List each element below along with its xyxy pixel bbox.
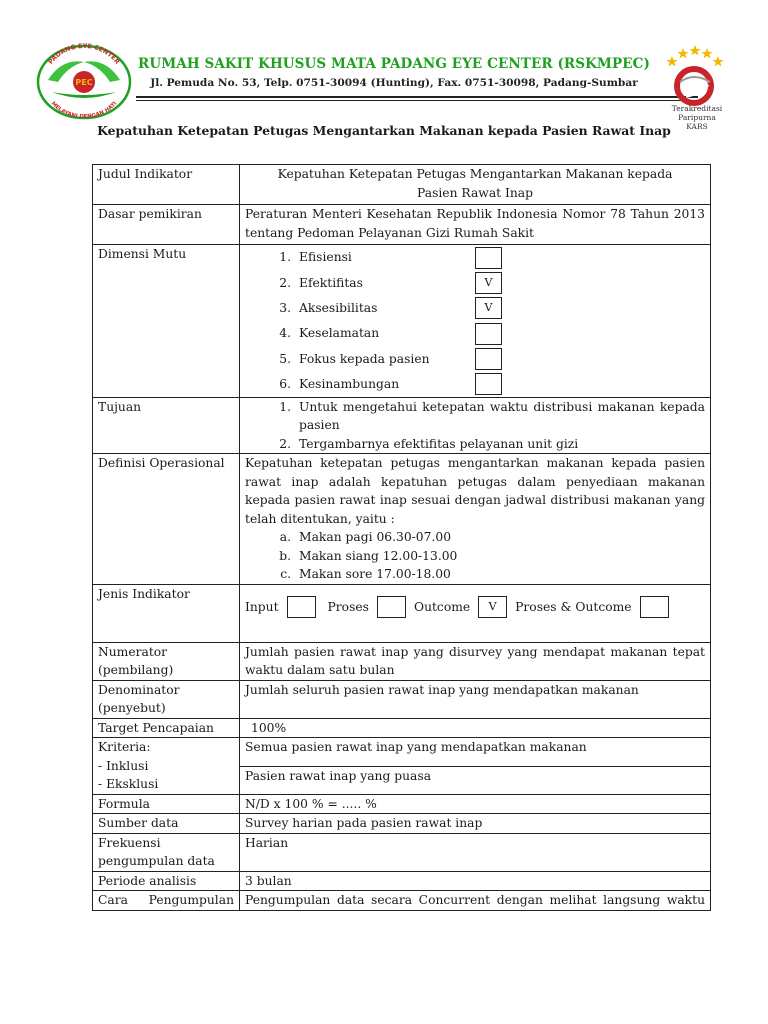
hospital-name: RUMAH SAKIT KHUSUS MATA PADANG EYE CENTER (RSKMPEC) xyxy=(138,56,650,72)
value-cara: Pengumpulan data secara Concurrent dengan melihat langsung waktu xyxy=(240,891,711,911)
list-item: 1. Efisiensi xyxy=(245,245,705,270)
dimensi-list xyxy=(245,245,705,397)
value-periode: 3 bulan xyxy=(240,871,711,891)
row-sumber xyxy=(93,814,711,834)
list-item: b. Makan siang 12.00-13.00 xyxy=(279,548,458,563)
label-cara: Cara Pengumpulan xyxy=(93,891,240,911)
row-formula xyxy=(93,794,711,814)
tujuan-list xyxy=(245,398,705,454)
value-formula: N/D x 100 % = ..... % xyxy=(240,794,711,814)
value-denominator: Jumlah seluruh pasien rawat inap yang mendapatkan makanan xyxy=(240,680,711,718)
label-periode: Periode analisis xyxy=(93,871,240,891)
row-kriteria-inklusi xyxy=(93,738,711,766)
label-judul: Judul Indikator xyxy=(93,165,240,205)
definisi-list xyxy=(245,528,705,584)
label-jenis: Jenis Indikator xyxy=(93,584,240,642)
label-dasar: Dasar pemikiran xyxy=(93,205,240,245)
jenis-checkbox-input[interactable] xyxy=(287,596,316,618)
jenis-checkbox-proses-outcome[interactable] xyxy=(640,596,669,618)
dimensi-checkbox[interactable] xyxy=(475,373,502,395)
list-item: 2. Tergambarnya efektifitas pelayanan unit gizi xyxy=(279,436,579,451)
jenis-options xyxy=(245,593,705,621)
row-frekuensi xyxy=(93,833,711,871)
jenis-checkbox-outcome[interactable]: V xyxy=(478,596,507,618)
value-jenis xyxy=(240,584,711,642)
value-tujuan xyxy=(240,397,711,454)
hospital-logo xyxy=(32,36,136,120)
jenis-option-proses-outcome: Proses & Outcome xyxy=(515,599,632,614)
jenis-checkbox-proses[interactable] xyxy=(377,596,406,618)
list-item: a. Makan pagi 06.30-07.00 xyxy=(279,530,452,545)
label-denominator: Denominator (penyebut) xyxy=(93,680,240,718)
label-tujuan: Tujuan xyxy=(93,397,240,454)
list-item: 2. Efektifitas V xyxy=(245,270,705,295)
label-frekuensi: Frekuensi pengumpulan data xyxy=(93,833,240,871)
header-divider-thin xyxy=(136,100,698,101)
row-judul xyxy=(93,165,711,205)
list-item: 5. Fokus kepada pasien xyxy=(245,346,705,371)
svg-text:MELAYANI DENGAN HATI xyxy=(50,101,118,120)
row-jenis xyxy=(93,584,711,642)
label-formula: Formula xyxy=(93,794,240,814)
list-item: 4. Keselamatan xyxy=(245,321,705,346)
logo-arc-top-text: PADANG EYE CENTER xyxy=(46,41,122,66)
row-definisi xyxy=(93,454,711,585)
list-item: c. Makan sore 17.00-18.00 xyxy=(280,567,451,582)
row-numerator xyxy=(93,642,711,680)
list-item: 3. Aksesibilitas V xyxy=(245,296,705,321)
value-target: 100% xyxy=(240,718,711,738)
value-dimensi xyxy=(240,245,711,398)
jenis-option-proses: Proses xyxy=(327,599,369,614)
accreditation-body: KARS xyxy=(686,122,708,131)
value-numerator: Jumlah pasien rawat inap yang disurvey yang mendapat makanan tepat waktu dalam satu bulan xyxy=(240,642,711,680)
dimensi-checkbox[interactable] xyxy=(475,247,502,269)
list-item: 1. Untuk mengetahui ketepatan waktu distribusi makanan kepada pasien xyxy=(279,399,705,433)
row-denominator xyxy=(93,680,711,718)
dimensi-checkbox[interactable]: V xyxy=(475,272,502,294)
label-dimensi: Dimensi Mutu xyxy=(93,245,240,398)
label-kriteria: Kriteria: - Inklusi - Eksklusi xyxy=(93,738,240,795)
row-dasar xyxy=(93,205,711,245)
value-frekuensi: Harian xyxy=(240,833,711,871)
row-cara xyxy=(93,891,711,911)
document-title: Kepatuhan Ketepatan Petugas Mengantarkan Makanan kepada Pasien Rawat Inap xyxy=(97,123,671,138)
dimensi-checkbox[interactable] xyxy=(475,323,502,345)
row-target xyxy=(93,718,711,738)
logo-arc-bottom-text: MELAYANI DENGAN HATI xyxy=(49,100,119,120)
row-dimensi xyxy=(93,245,711,398)
svg-text:PADANG EYE CENTER xyxy=(47,42,122,66)
value-judul: Kepatuhan Ketepatan Petugas Mengantarkan Makanan kepada Pasien Rawat Inap xyxy=(240,165,711,205)
definisi-text: Kepatuhan ketepatan petugas mengantarkan makanan kepada pasien rawat inap adalah kepatuhan petugas dalam penyediaan makanan kepada pasien rawat inap sesuai dengan jadwal distribusi makanan yang telah ditentukan, yaitu : xyxy=(245,456,705,526)
jenis-option-input: Input xyxy=(245,599,279,614)
list-item: 6. Kesinambungan xyxy=(245,371,705,396)
jenis-option-outcome: Outcome xyxy=(413,599,471,614)
value-definisi xyxy=(240,454,711,585)
row-periode xyxy=(93,871,711,891)
value-dasar: Peraturan Menteri Kesehatan Republik Indonesia Nomor 78 Tahun 2013 tentang Pedoman Pelayanan Gizi Rumah Sakit xyxy=(240,205,711,245)
indicator-table xyxy=(92,164,711,911)
dimensi-checkbox[interactable] xyxy=(475,348,502,370)
dimensi-checkbox[interactable]: V xyxy=(475,297,502,319)
label-numerator: Numerator (pembilang) xyxy=(93,642,240,680)
label-definisi: Definisi Operasional xyxy=(93,454,240,585)
value-eksklusi: Pasien rawat inap yang puasa xyxy=(240,766,711,794)
accreditation-label: Terakreditasi Paripurna xyxy=(671,104,723,122)
label-target: Target Pencapaian xyxy=(93,718,240,738)
value-inklusi: Semua pasien rawat inap yang mendapatkan makanan xyxy=(240,738,711,766)
label-sumber: Sumber data xyxy=(93,814,240,834)
hospital-address: Jl. Pemuda No. 53, Telp. 0751-30094 (Hunting), Fax. 0751-30098, Padang-Sumbar xyxy=(150,77,638,89)
logo-center-text: PEC xyxy=(75,78,93,87)
value-sumber: Survey harian pada pasien rawat inap xyxy=(240,814,711,834)
header-divider xyxy=(136,96,698,98)
row-tujuan xyxy=(93,397,711,454)
